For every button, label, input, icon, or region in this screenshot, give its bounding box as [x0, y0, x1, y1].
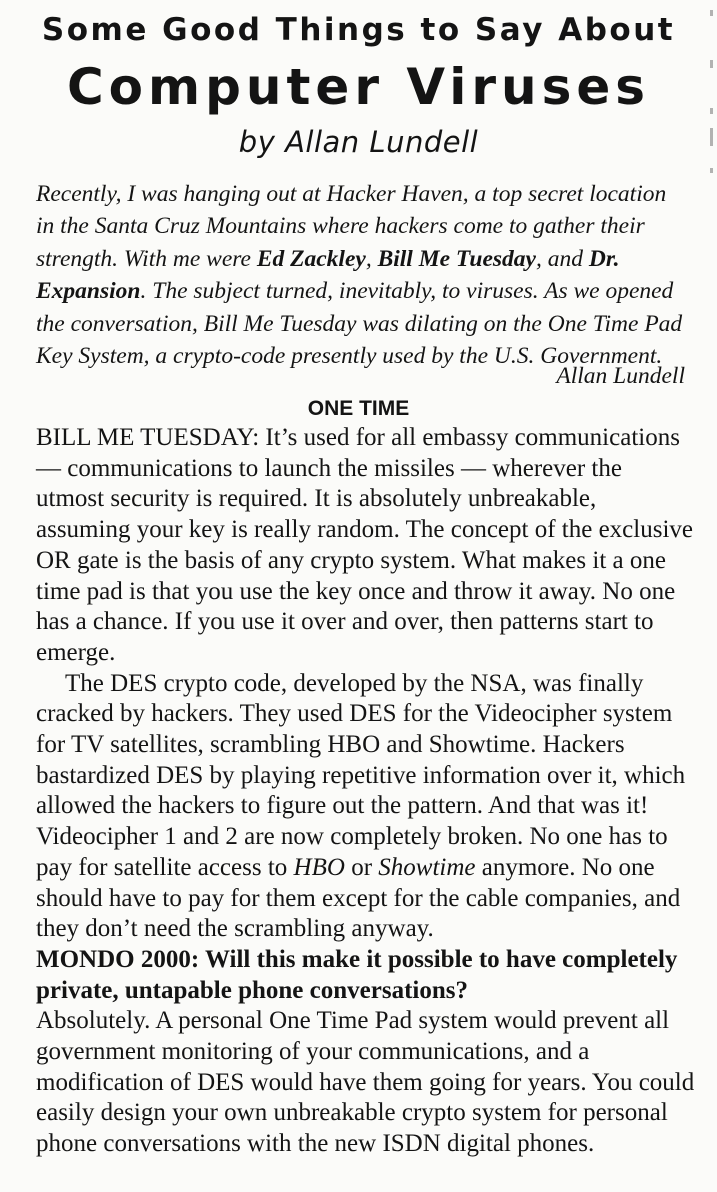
intro-name-ed-zackley: Ed Zackley [256, 245, 366, 272]
intro-name-dr-expansion: Dr. Expansion [36, 245, 620, 305]
section-heading: ONE TIME [307, 397, 410, 420]
intro-text: , [365, 245, 378, 272]
article-title-line-1: Some Good Things to Say About [41, 12, 676, 48]
italic-showtime: Showtime [378, 853, 476, 881]
article-title-line-2: Computer Viruses [66, 58, 651, 116]
intro-paragraph [36, 178, 686, 372]
italic-hbo: HBO [293, 853, 345, 881]
interview-question: MONDO 2000: Will this make it possible to have completely private, untapable phone conversations? [36, 945, 678, 1004]
body-text: or [344, 853, 379, 881]
body-paragraph: BILL ME TUESDAY: It’s used for all embassy communications — communications to launch the missiles — wherever the utmost security is required. It is absolutely unbreakable, assuming your key is really random. The concept of the exclusive OR gate is the basis of any crypto system. What makes it a one time pad is that you use the key once and throw it away. No one has a chance. If you use it over and over, then patterns start to emerge. [36, 424, 693, 666]
byline: by Allan Lundell [238, 125, 479, 159]
intro-text: , and [535, 245, 589, 272]
intro-text: Recently, I was hanging out at Hacker Haven, a top secret location in the Santa Cruz Mountains where hackers come to gather their strength. With me were [36, 181, 667, 272]
body-text: anymore. No one should have to pay for them except for the cable companies, and they don’t need the scrambling anyway. [36, 853, 681, 943]
intro-name-bill-me-tuesday: Bill Me Tuesday [377, 245, 536, 272]
article-body [36, 423, 696, 1160]
page-edge-marks [707, 0, 713, 1192]
body-paragraph [36, 669, 696, 945]
intro-text: . The subject turned, inevitably, to viruses. As we opened the conversation, Bill Me Tuesday was dilating on the One Time Pad Key System, a crypto-code presently used by the U.S. Government. [36, 278, 683, 370]
author-signature: Allan Lundell [556, 363, 685, 389]
interview-answer: Absolutely. A personal One Time Pad system would prevent all government monitoring of your communications, and a modification of DES would have them going for years. You could easily design your own unbreakable crypto system for personal phone conversations with the new ISDN digital phones. [36, 1007, 695, 1158]
body-text: The DES crypto code, developed by the NSA, was finally cracked by hackers. They used DES for the Videocipher system for TV satellites, scrambling HBO and Showtime. Hackers bastardized DES by playing repetitive information over it, which allowed the hackers to figure out the pattern. And that was it! Videocipher 1 and 2 are now completely broken. No one has to pay for satellite access to [36, 669, 686, 881]
